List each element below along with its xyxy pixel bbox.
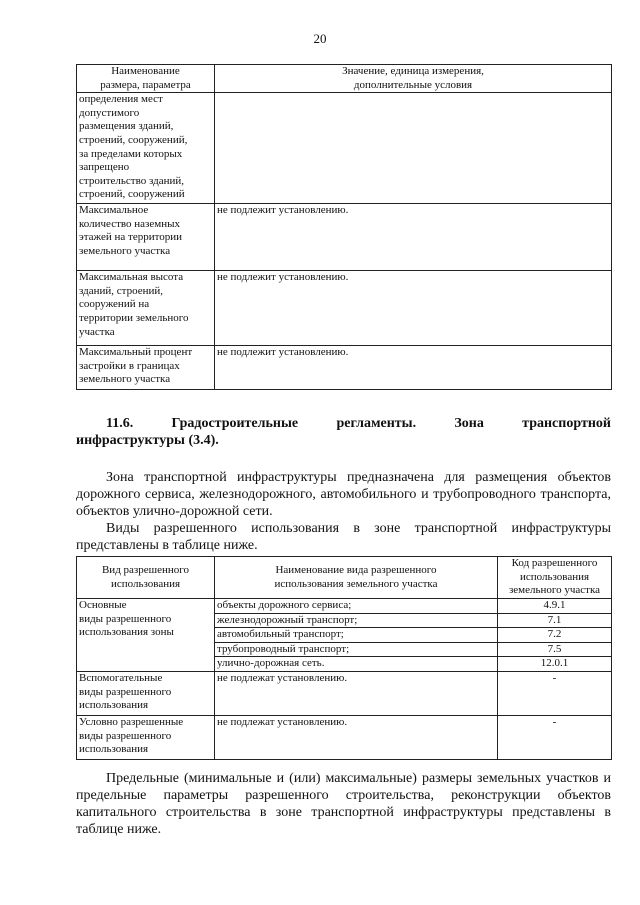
use-code: - [498, 671, 612, 715]
use-name: не подлежат установлению. [215, 671, 498, 715]
param-name: Максимальный процент застройки в границах земельного участка [77, 346, 215, 390]
table-header-row [77, 557, 612, 599]
use-code: 7.5 [498, 642, 612, 657]
paragraph-uses-intro: Виды разрешенного использования в зоне транспортной инфраструктуры представлены в таблице ниже. [76, 521, 611, 553]
header-use-type: Вид разрешенного использования [77, 557, 215, 599]
param-name: определения мест допустимого размещения зданий, строений, сооружений, за пределами которых запрещено строительство зданий, строений, сооружений [77, 93, 215, 204]
permitted-uses-table [76, 556, 612, 760]
use-code: 12.0.1 [498, 657, 612, 672]
table-row [77, 671, 612, 715]
heading-word: Градостроительные [171, 416, 299, 431]
section-number: 11.6. [106, 416, 134, 431]
table-header-row [77, 65, 612, 93]
heading-word: регламенты. [336, 416, 417, 431]
use-code: 7.2 [498, 628, 612, 643]
paragraph-zone-purpose: Зона транспортной инфраструктуры предназначена для размещения объектов дорожного сервиса, железнодорожного, автомобильного и трубопроводного транспорта, объектов улично-дорожной сети. [76, 470, 611, 519]
table-row [77, 346, 612, 390]
auxiliary-uses-group: Вспомогательные виды разрешенного использования [77, 671, 215, 715]
use-code: 4.9.1 [498, 599, 612, 614]
page-number: 20 [313, 31, 327, 46]
use-name: не подлежат установлению. [215, 715, 498, 759]
table-row [77, 271, 612, 346]
header-param-name: Наименование размера, параметра [77, 65, 215, 93]
heading-line-1 [76, 415, 611, 432]
param-value: не подлежит установлению. [215, 271, 612, 346]
header-use-code: Код разрешенного использования земельного участка [498, 557, 612, 599]
use-name: автомобильный транспорт; [215, 628, 498, 643]
param-value [215, 93, 612, 204]
heading-line-2: инфраструктуры (3.4). [76, 433, 219, 448]
use-name: трубопроводный транспорт; [215, 642, 498, 657]
use-code: - [498, 715, 612, 759]
param-name: Максимальное количество наземных этажей на территории земельного участка [77, 204, 215, 271]
table-row [77, 204, 612, 271]
param-name: Максимальная высота зданий, строений, сооружений на территории земельного участка [77, 271, 215, 346]
section-heading [76, 415, 611, 449]
header-use-name: Наименование вида разрешенного использования земельного участка [215, 557, 498, 599]
main-uses-group: Основные виды разрешенного использования зоны [77, 599, 215, 672]
use-code: 7.1 [498, 613, 612, 628]
header-param-value: Значение, единица измерения, дополнительные условия [215, 65, 612, 93]
table-row [77, 715, 612, 759]
use-name: объекты дорожного сервиса; [215, 599, 498, 614]
conditional-uses-group: Условно разрешенные виды разрешенного использования [77, 715, 215, 759]
paragraph-limits-intro: Предельные (минимальные и (или) максимальные) размеры земельных участков и предельные параметры разрешенного строительства, реконструкции объектов капитального строительства в зоне транспортной инфраструктуры представлены в таблице ниже. [76, 771, 611, 837]
parameters-table [76, 64, 612, 390]
param-value: не подлежит установлению. [215, 204, 612, 271]
heading-word: Зона [454, 416, 484, 431]
table-row [77, 599, 612, 614]
use-name: железнодорожный транспорт; [215, 613, 498, 628]
table-row [77, 93, 612, 204]
heading-word: транспортной [522, 416, 611, 431]
use-name: улично-дорожная сеть. [215, 657, 498, 672]
param-value: не подлежит установлению. [215, 346, 612, 390]
